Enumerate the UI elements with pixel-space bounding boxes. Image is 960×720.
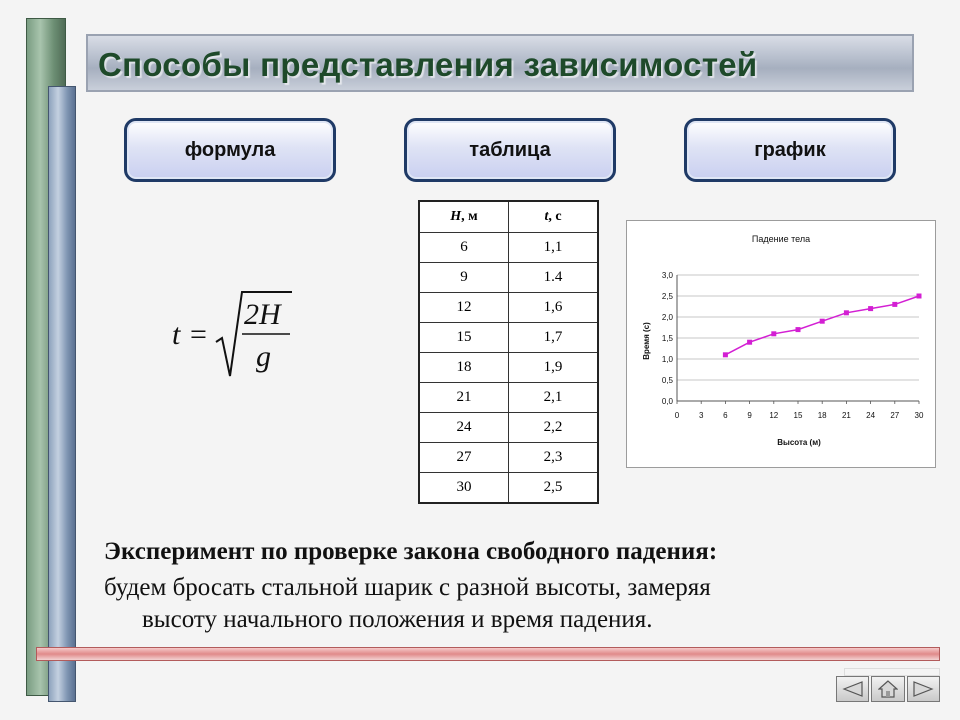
table-header-row bbox=[419, 201, 598, 233]
table-cell: 27 bbox=[419, 443, 509, 473]
table-header-height: H, м bbox=[419, 201, 509, 233]
table-cell: 9 bbox=[419, 263, 509, 293]
chart-y-tick-label: 1,5 bbox=[661, 334, 673, 343]
chart-y-tick-label: 2,5 bbox=[661, 292, 673, 301]
arrow-left-icon bbox=[842, 681, 864, 697]
decorative-red-strip bbox=[36, 647, 940, 661]
table-cell: 1,7 bbox=[509, 323, 599, 353]
chart-data-point bbox=[844, 310, 849, 315]
table-row bbox=[419, 263, 598, 293]
chart-y-tick-label: 0,0 bbox=[661, 397, 673, 406]
chart-y-tick-label: 0,5 bbox=[661, 376, 673, 385]
chart-x-tick-label: 6 bbox=[723, 411, 728, 420]
table-cell: 6 bbox=[419, 233, 509, 263]
table-row bbox=[419, 353, 598, 383]
table-cell: 18 bbox=[419, 353, 509, 383]
table-row bbox=[419, 323, 598, 353]
page-title: Способы представления зависимостей bbox=[98, 46, 758, 83]
chart-x-tick-label: 27 bbox=[890, 411, 900, 420]
table-cell: 2,3 bbox=[509, 443, 599, 473]
chart-data-point bbox=[747, 340, 752, 345]
slide-navigation bbox=[836, 676, 942, 704]
chart-y-tick-label: 1,0 bbox=[661, 355, 673, 364]
home-icon bbox=[878, 680, 898, 698]
prev-slide-button[interactable] bbox=[836, 676, 869, 702]
title-banner bbox=[86, 34, 914, 92]
height-time-table bbox=[418, 200, 599, 504]
formula-equals: = bbox=[190, 318, 207, 351]
chart-data-point bbox=[723, 352, 728, 357]
decorative-frame bbox=[844, 668, 940, 676]
chart-x-tick-label: 21 bbox=[841, 411, 851, 420]
home-button[interactable] bbox=[871, 676, 904, 702]
chart-series-line bbox=[725, 296, 919, 355]
experiment-text-line1: будем бросать стальной шарик с разной высоты, замеряя bbox=[104, 574, 711, 601]
table-cell: 1,1 bbox=[509, 233, 599, 263]
chart-data-point bbox=[892, 302, 897, 307]
experiment-heading: Эксперимент по проверке закона свободного падения: bbox=[104, 538, 718, 565]
chart-x-tick-label: 18 bbox=[817, 411, 827, 420]
table-row bbox=[419, 233, 598, 263]
arrow-right-icon bbox=[912, 681, 934, 697]
table-row bbox=[419, 293, 598, 323]
chart-x-tick-label: 24 bbox=[866, 411, 876, 420]
table-row bbox=[419, 443, 598, 473]
decorative-blue-bar bbox=[48, 86, 76, 702]
chart-x-tick-label: 30 bbox=[914, 411, 924, 420]
table-cell: 2,5 bbox=[509, 473, 599, 504]
next-slide-button[interactable] bbox=[907, 676, 940, 702]
chart-x-tick-label: 15 bbox=[793, 411, 803, 420]
chart-data-point bbox=[868, 306, 873, 311]
table-cell: 12 bbox=[419, 293, 509, 323]
table-cell: 2,2 bbox=[509, 413, 599, 443]
table-row bbox=[419, 413, 598, 443]
chart-y-tick-label: 2,0 bbox=[661, 313, 673, 322]
table-row bbox=[419, 473, 598, 504]
formula-category-box: формула bbox=[124, 118, 336, 182]
graph-category-box: график bbox=[684, 118, 896, 182]
experiment-text-line2: высоту начального положения и время падения. bbox=[142, 606, 653, 633]
chart-data-point bbox=[917, 294, 922, 299]
chart-title: Падение тела bbox=[751, 234, 811, 244]
fall-chart-svg bbox=[627, 221, 935, 467]
table-row bbox=[419, 383, 598, 413]
table-cell: 15 bbox=[419, 323, 509, 353]
chart-data-point bbox=[820, 319, 825, 324]
table-cell: 1,6 bbox=[509, 293, 599, 323]
table-header-time: t, с bbox=[509, 201, 599, 233]
chart-x-tick-label: 0 bbox=[674, 411, 680, 420]
chart-data-point bbox=[771, 331, 776, 336]
chart-x-tick-label: 9 bbox=[747, 411, 752, 420]
table-cell: 2,1 bbox=[509, 383, 599, 413]
free-fall-formula bbox=[168, 288, 298, 380]
table-cell: 30 bbox=[419, 473, 509, 504]
chart-x-tick-label: 3 bbox=[698, 411, 704, 420]
formula-numerator: 2H bbox=[244, 298, 281, 331]
chart-y-axis-label: Время (с) bbox=[642, 322, 651, 360]
chart-y-tick-label: 3,0 bbox=[661, 271, 673, 280]
fall-chart bbox=[626, 220, 936, 468]
chart-data-point bbox=[796, 327, 801, 332]
chart-x-axis-label: Высота (м) bbox=[777, 438, 821, 447]
table-category-box: таблица bbox=[404, 118, 616, 182]
chart-x-tick-label: 12 bbox=[769, 411, 779, 420]
formula-denominator: g bbox=[256, 340, 271, 373]
table-cell: 1.4 bbox=[509, 263, 599, 293]
table-cell: 24 bbox=[419, 413, 509, 443]
formula-lhs: t bbox=[172, 318, 181, 351]
table-cell: 21 bbox=[419, 383, 509, 413]
table-cell: 1,9 bbox=[509, 353, 599, 383]
chart-plot-area bbox=[662, 271, 924, 420]
